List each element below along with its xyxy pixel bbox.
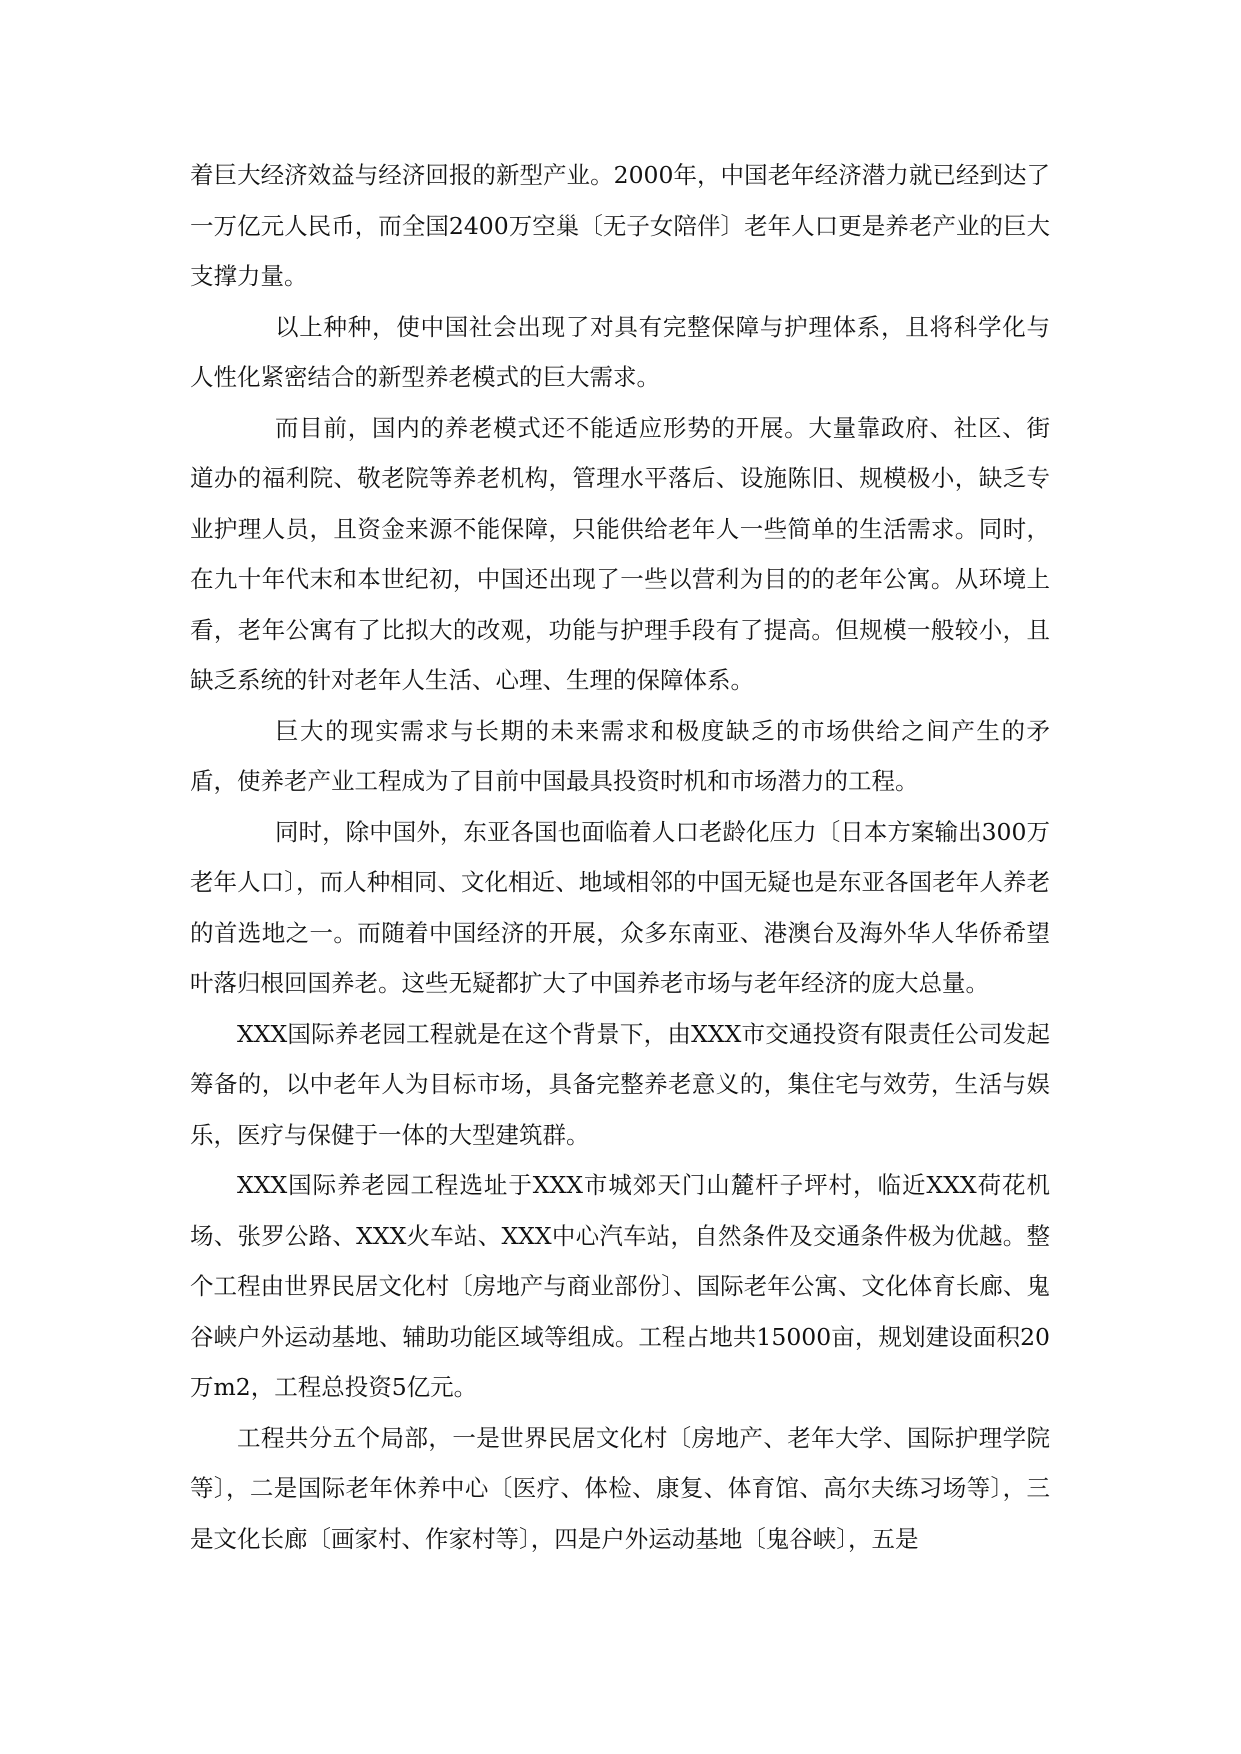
paragraph: 同时，除中国外，东亚各国也面临着人口老龄化压力〔日本方案输出300万老年人口〕，而人种相同、文化相近、地域相邻的中国无疑也是东亚各国老年人养老的首选地之一。而随着中国经济的开展，众多东南亚、港澳台及海外华人华侨希望叶落归根回国养老。这些无疑都扩大了中国养老市场与老年经济的庞大总量。 xyxy=(190,817,1050,997)
body-text xyxy=(190,150,1050,1564)
paragraph: 巨大的现实需求与长期的未来需求和极度缺乏的市场供给之间产生的矛盾，使养老产业工程成为了目前中国最具投资时机和市场潜力的工程。 xyxy=(190,716,1050,795)
paragraph: 以上种种，使中国社会出现了对具有完整保障与护理体系，且将科学化与人性化紧密结合的新型养老模式的巨大需求。 xyxy=(190,312,1050,391)
paragraph: 而目前，国内的养老模式还不能适应形势的开展。大量靠政府、社区、街道办的福利院、敬老院等养老机构，管理水平落后、设施陈旧、规模极小，缺乏专业护理人员，且资金来源不能保障，只能供给老年人一些简单的生活需求。同时，在九十年代末和本世纪初，中国还出现了一些以营利为目的的老年公寓。从环境上看，老年公寓有了比拟大的改观，功能与护理手段有了提高。但规模一般较小，且缺乏系统的针对老年人生活、心理、生理的保障体系。 xyxy=(190,413,1050,694)
paragraph: 工程共分五个局部，一是世界民居文化村〔房地产、老年大学、国际护理学院等〕，二是国际老年休养中心〔医疗、体检、康复、体育馆、高尔夫练习场等〕，三是文化长廊〔画家村、作家村等〕，四是户外运动基地〔鬼谷峡〕，五是 xyxy=(190,1423,1050,1553)
paragraph: XXX国际养老园工程就是在这个背景下，由XXX市交通投资有限责任公司发起筹备的，以中老年人为目标市场，具备完整养老意义的，集住宅与效劳，生活与娱乐，医疗与保健于一体的大型建筑群。 xyxy=(190,1019,1050,1149)
paragraph: XXX国际养老园工程选址于XXX市城郊天门山麓杆子坪村，临近XXX荷花机场、张罗公路、XXX火车站、XXX中心汽车站，自然条件及交通条件极为优越。整个工程由世界民居文化村〔房地产与商业部份〕、国际老年公寓、文化体育长廊、鬼谷峡户外运动基地、辅助功能区域等组成。工程占地共15000亩，规划建设面积20万m2，工程总投资5亿元。 xyxy=(190,1171,1050,1401)
paragraph: 着巨大经济效益与经济回报的新型产业。2000年，中国老年经济潜力就已经到达了一万亿元人民币，而全国2400万空巢〔无子女陪伴〕老年人口更是养老产业的巨大支撑力量。 xyxy=(190,161,1050,290)
